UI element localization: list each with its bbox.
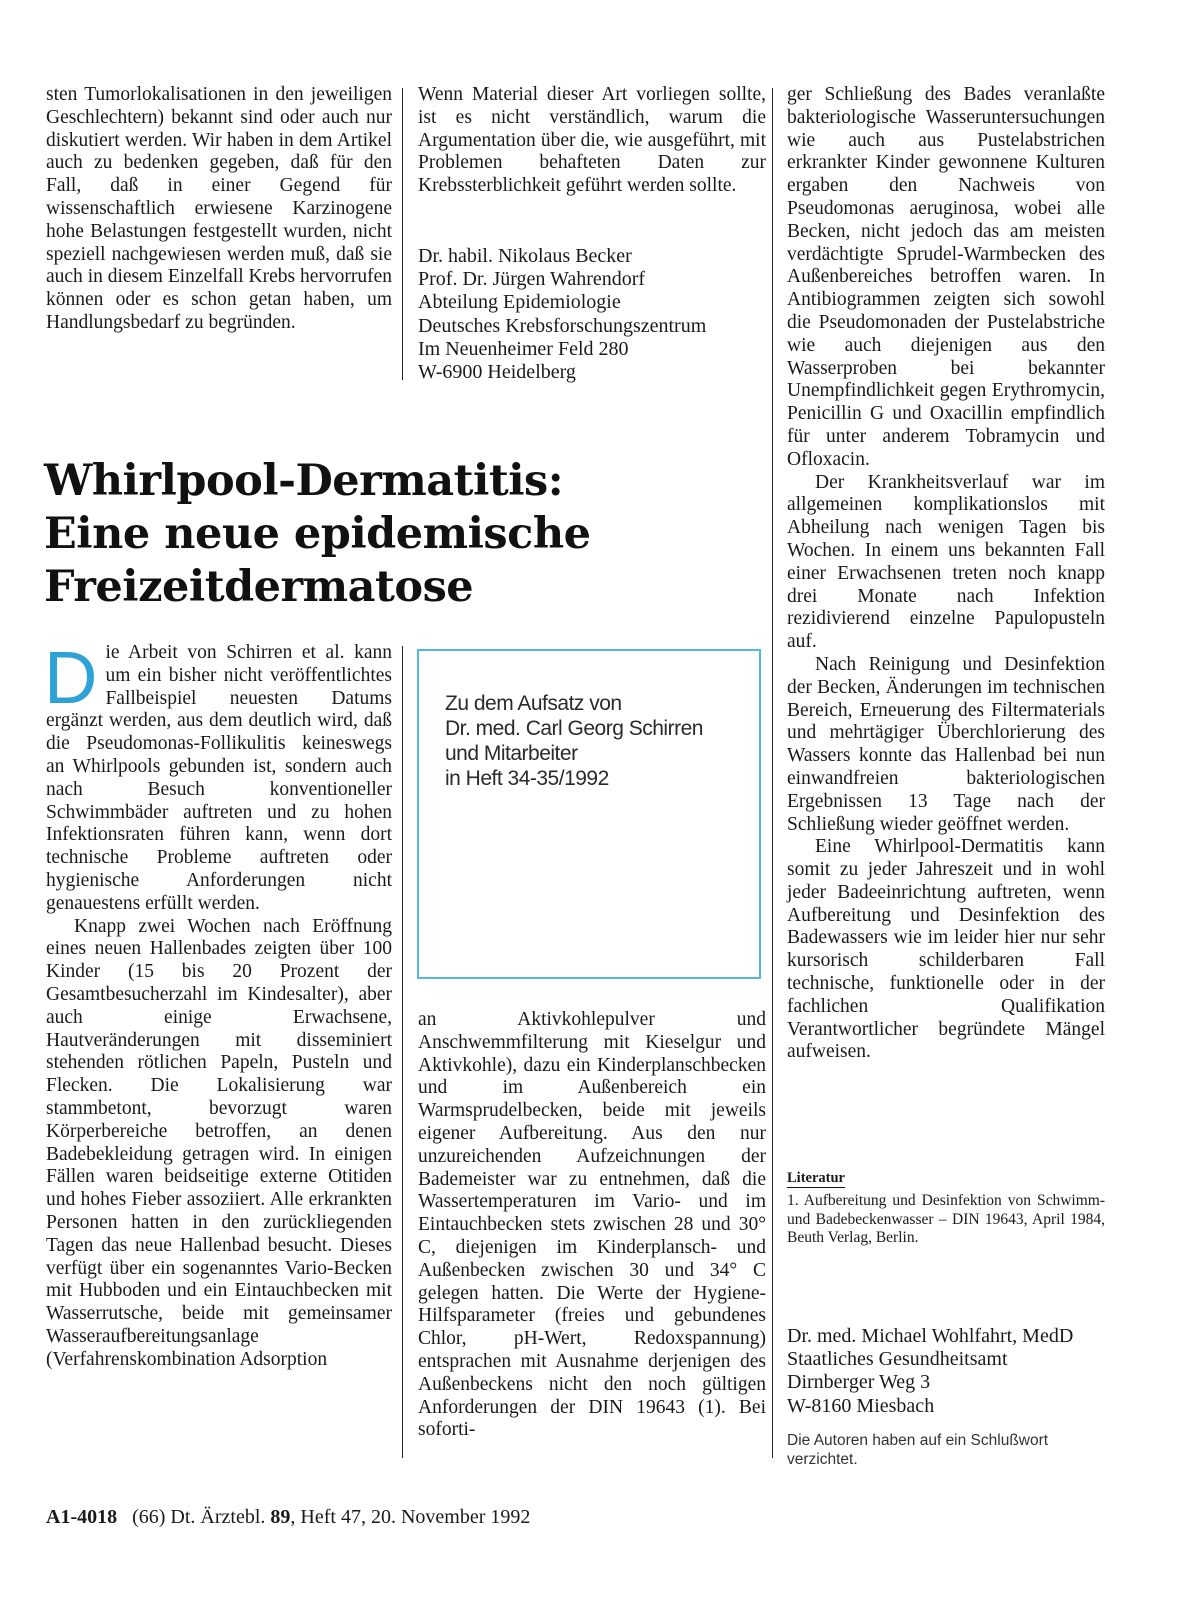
info-box-text	[445, 691, 755, 791]
citation-issue: , Heft 47, 20. November 1992	[290, 1506, 531, 1528]
info-line: in Heft 34-35/1992	[445, 767, 609, 790]
article-paragraph: Der Krankheitsverlauf war im allgemeinen komplikationslos mit Abheilung nach wenigen Tagen bis Wochen. In einem uns bekannten Fall einer Erwachsenen treten noch knapp drei Monate nach Infektion rezidivierend einzelne Papulopusteln auf.	[787, 471, 1105, 653]
literature-item: 1. Aufbereitung und Desinfektion von Schwimm- und Badebeckenwasser – DIN 19643, April 1984, Beuth Verlag, Berlin.	[787, 1192, 1105, 1246]
signature-line: Im Neuenheimer Feld 280	[418, 337, 629, 360]
article-paragraph: ger Schließung des Bades veranlaßte bakteriologische Wasseruntersuchungen wie auch aus Pustelabstrichen erkrankter Kinder gewonnene Kulturen ergaben den Nachweis von Pseudomonas aeruginosa, wobei alle Becken, nicht jedoch das am meisten verdächtigte Sprudel-Warmbecken des Außenbereiches betroffen waren. In Antibiogrammen zeigten sich sowohl die Pseudomonaden der Pustelabstriche wie auch diejenigen aus den Wasserproben bei bekannter Unempfindlichkeit gegen Erythromycin, Penicillin G und Oxacillin empfindlich für unter anderem Tobramycin und Ofloxacin.	[787, 84, 1105, 470]
closing-note: Die Autoren haben auf ein Schlußwort verzichtet.	[787, 1432, 1049, 1468]
literature-list	[787, 1192, 1105, 1248]
signature-line: W-6900 Heidelberg	[418, 361, 576, 384]
signature-line: Prof. Dr. Jürgen Wahrendorf	[418, 268, 646, 291]
title-line: Freizeitdermatose	[44, 562, 474, 612]
signature-line: Dirnberger Weg 3	[787, 1371, 931, 1394]
column-divider	[772, 88, 773, 1458]
signature-line: Abteilung Epidemiologie	[418, 291, 621, 314]
article-title	[44, 455, 744, 614]
signature-line: Staatliches Gesundheitsamt	[787, 1348, 1008, 1371]
article-column-3	[787, 84, 1105, 1064]
signature-block-wohlfahrt	[787, 1325, 1073, 1418]
page-number: A1-4018	[46, 1506, 118, 1528]
column-divider	[402, 88, 403, 380]
reference-info-box	[417, 649, 761, 979]
intro-text: ie Arbeit von Schirren et al. kann um ein bisher nicht veröffentlichtes Fallbeispiel neuesten Datums ergänzt werden, aus dem deutlich wird, daß die Pseudomonas-Follikulitis keineswegs an Whirlpools gebunden ist, sondern auch nach Besuch konventioneller Schwimmbäder auftreten und zu hohen Infektionsraten führen kann, wenn dort technische Probleme auftreten oder hygienische Anforderungen nicht genauestens erfüllt werden.	[46, 642, 392, 914]
previous-letter-text-1: sten Tumorlokalisationen in den jeweiligen Geschlechtern) bekannt sind oder auch nur diskutiert werden. Wir haben in dem Artikel auch zu bedenken gegeben, daß für den Fall, daß in einer Gegend für wissenschaftlich erwiesene Karzinogene hohe Belastungen festgestellt wurden, nicht speziell nachgewiesen werden muß, daß sie auch in diesem Einzelfall Krebs hervorrufen können oder es schon getan haben, um Handlungsbedarf zu begründen.	[46, 84, 392, 333]
article-column-2	[418, 1009, 766, 1442]
article-column-1	[44, 636, 392, 1372]
article-paragraph: Eine Whirlpool-Dermatitis kann somit zu jeder Jahreszeit und in wohl jeder Badeeinrichtung auftreten, wenn Aufbereitung und Desinfektion des Badewassers wie im leider hier nur sehr kursorisch schilderbaren Fall technische, funktionelle oder in der fachlichen Qualifikation Verantwortlicher begründete Mängel aufweisen.	[787, 836, 1105, 1063]
previous-letter-column-2	[418, 84, 766, 198]
article-paragraph: an Aktivkohlepulver und Anschwemmfilterung mit Kieselgur und Aktivkohle), dazu ein Kinderplanschbecken und im Außenbereich ein Warmsprudelbecken, beide mit jeweils eigener Aufbereitung. Aus den nur unzureichenden Aufzeichnungen der Bademeister war zu entnehmen, daß die Wassertemperaturen im Vario- und im Eintauchbecken stets zwischen 28 und 30° C, diejenigen im Kinderplansch- und Außenbecken zwischen 30 und 34° C gelegen hatten. Die Werte der Hygiene-Hilfsparameter (freies und gebundenes Chlor, pH-Wert, Redoxspannung) entsprachen mit Ausnahme derjenigen des Außenbeckens nicht den noch gültigen Anforderungen der DIN 19643 (1). Bei soforti-	[418, 1009, 766, 1441]
article-paragraph: Knapp zwei Wochen nach Eröffnung eines neuen Hallenbades zeigten über 100 Kinder (15 bis 20 Prozent der Gesamtbesucherzahl im Kindesalter), aber auch einige Erwachsene, Hautveränderungen mit disseminiert stehenden rötlichen Papeln, Pusteln und Flecken. Die Lokalisierung war stammbetont, bevorzugt waren Körperbereiche betroffen, an denen Badebekleidung getragen wird. In einigen Fällen waren beidseitige externe Otitiden und hohes Fieber assoziiert. Alle erkrankten Personen hatten in den zurückliegenden Tagen das neue Hallenbad besucht. Dieses verfügt über ein sogenanntes Vario-Becken mit Hubboden und ein Eintauchbecken mit Wasserrutsche, beide mit gemeinsamer Wasseraufbereitungsanlage (Verfahrenskombination Adsorption	[46, 915, 392, 1370]
literature-heading: Literatur	[787, 1170, 845, 1186]
signature-line: Deutsches Krebsforschungszentrum	[418, 314, 707, 337]
citation-journal: (66) Dt. Ärztebl.	[132, 1506, 266, 1528]
drop-cap: D	[44, 636, 98, 719]
previous-letter-text-2: Wenn Material dieser Art vorliegen sollte, ist es nicht verständlich, warum die Argumentation über die, wie ausgeführt, mit Problemen behafteten Daten zur Krebssterblichkeit geführt werden sollte.	[418, 84, 766, 197]
title-line: Whirlpool-Dermatitis:	[44, 456, 564, 506]
info-line: und Mitarbeiter	[445, 742, 578, 765]
signature-line: Dr. habil. Nikolaus Becker	[418, 245, 632, 267]
info-line: Dr. med. Carl Georg Schirren	[445, 717, 703, 740]
citation-volume: 89	[270, 1506, 291, 1528]
article-intro-paragraph	[44, 636, 392, 916]
title-line: Eine neue epidemische	[44, 509, 591, 559]
column-divider	[402, 646, 403, 1458]
previous-letter-column-1	[46, 84, 392, 335]
article-paragraph: Nach Reinigung und Desinfektion der Becken, Änderungen im technischen Bereich, Erneuerung des Filtermaterials und mehrtägiger Überchlorierung des Wassers konnte das Hallenbad bei nun einwandfreien bakteriologischen Ergebnissen 13 Tage nach der Schließung wieder geöffnet werden.	[787, 653, 1105, 835]
page-footer	[46, 1505, 530, 1529]
info-line: Zu dem Aufsatz von	[445, 692, 622, 715]
signature-block-becker	[418, 245, 706, 384]
signature-line: W-8160 Miesbach	[787, 1394, 935, 1417]
signature-line: Dr. med. Michael Wohlfahrt, MedD	[787, 1325, 1074, 1347]
